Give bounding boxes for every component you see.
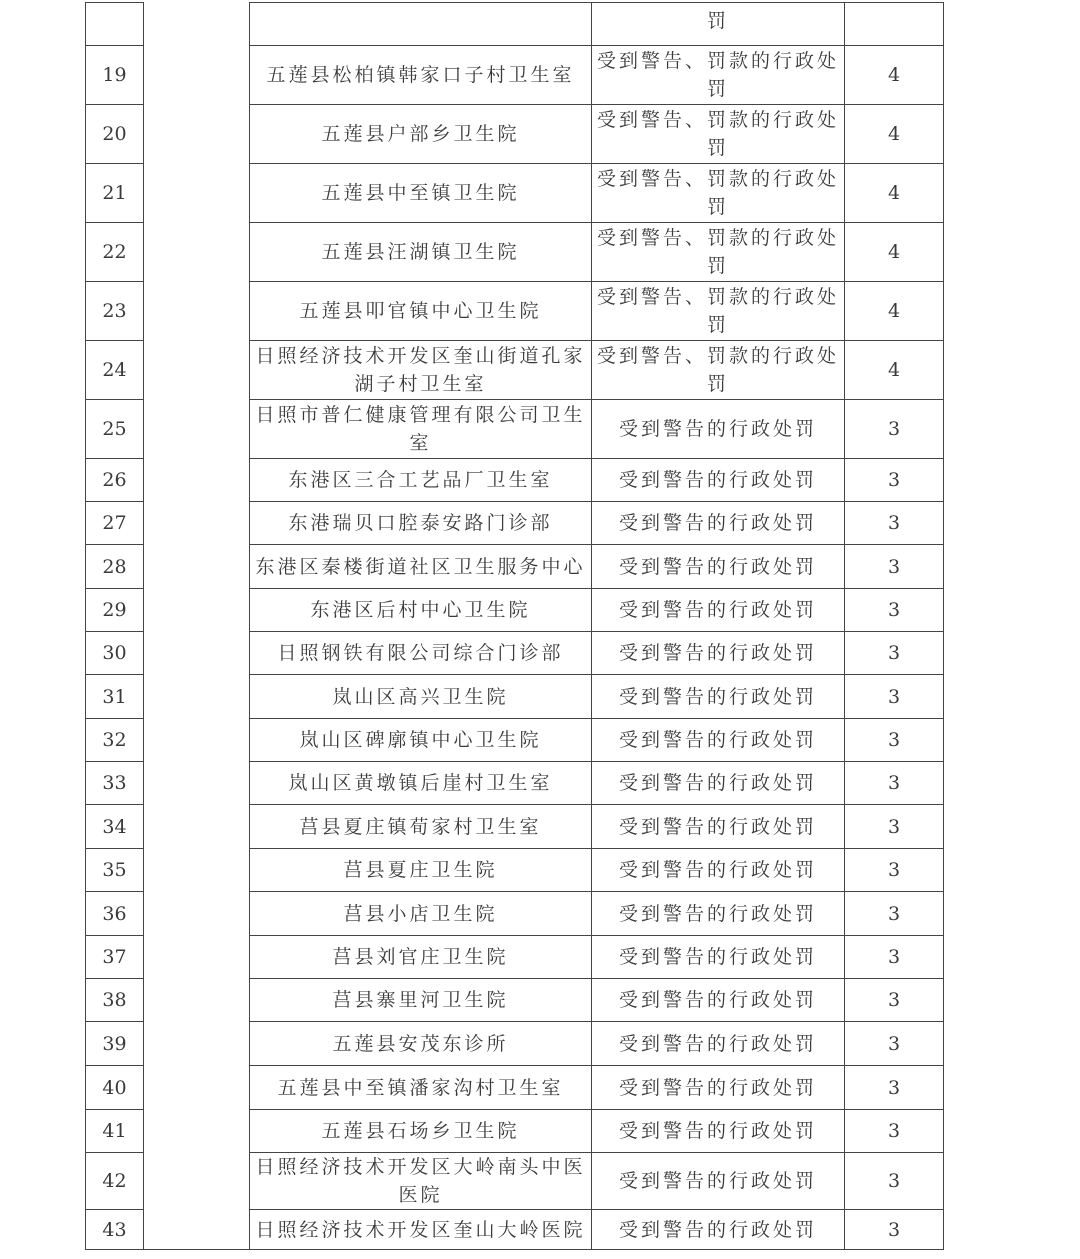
institution-name: 莒县寨里河卫生院 — [250, 979, 592, 1022]
deduction-score — [845, 3, 944, 46]
penalty-text: 受到警告、罚款的行政处罚 — [592, 223, 845, 282]
row-index: 41 — [86, 1110, 144, 1153]
deduction-score: 3 — [845, 1066, 944, 1110]
penalty-text: 受到警告、罚款的行政处罚 — [592, 105, 845, 164]
institution-name: 日照经济技术开发区大岭南头中医医院 — [250, 1153, 592, 1210]
row-index: 19 — [86, 46, 144, 105]
deduction-score: 4 — [845, 46, 944, 105]
deduction-score: 3 — [845, 1153, 944, 1210]
institution-name: 岚山区碑廓镇中心卫生院 — [250, 719, 592, 762]
deduction-score: 4 — [845, 341, 944, 400]
institution-name: 东港瑞贝口腔泰安路门诊部 — [250, 502, 592, 545]
deduction-score: 3 — [845, 502, 944, 545]
institution-name: 五莲县户部乡卫生院 — [250, 105, 592, 164]
penalty-text: 受到警告的行政处罚 — [592, 589, 845, 632]
institution-name: 莒县夏庄卫生院 — [250, 849, 592, 892]
deduction-score: 4 — [845, 105, 944, 164]
institution-name: 日照经济技术开发区奎山大岭医院 — [250, 1210, 592, 1250]
institution-name: 莒县小店卫生院 — [250, 892, 592, 936]
penalty-text: 受到警告的行政处罚 — [592, 762, 845, 805]
deduction-score: 3 — [845, 892, 944, 936]
penalty-text: 受到警告的行政处罚 — [592, 892, 845, 936]
penalty-text: 罚 — [592, 3, 845, 46]
row-index: 29 — [86, 589, 144, 632]
institution-name: 日照钢铁有限公司综合门诊部 — [250, 632, 592, 675]
deduction-score: 3 — [845, 545, 944, 589]
penalty-text: 受到警告的行政处罚 — [592, 545, 845, 589]
row-index: 43 — [86, 1210, 144, 1250]
row-index: 26 — [86, 459, 144, 502]
row-index: 38 — [86, 979, 144, 1022]
deduction-score: 3 — [845, 979, 944, 1022]
deduction-score: 4 — [845, 223, 944, 282]
row-index: 34 — [86, 805, 144, 849]
row-index: 39 — [86, 1022, 144, 1066]
row-index: 20 — [86, 105, 144, 164]
institution-name — [250, 3, 592, 46]
institution-name: 莒县夏庄镇荀家村卫生室 — [250, 805, 592, 849]
institution-name: 莒县刘官庄卫生院 — [250, 936, 592, 979]
row-index: 30 — [86, 632, 144, 675]
penalty-text: 受到警告的行政处罚 — [592, 849, 845, 892]
row-index — [86, 3, 144, 46]
deduction-score: 3 — [845, 400, 944, 459]
institution-name: 日照经济技术开发区奎山街道孔家湖子村卫生室 — [250, 341, 592, 400]
penalty-text: 受到警告、罚款的行政处罚 — [592, 164, 845, 223]
deduction-score: 3 — [845, 1022, 944, 1066]
penalty-text: 受到警告的行政处罚 — [592, 1210, 845, 1250]
row-index: 24 — [86, 341, 144, 400]
penalty-text: 受到警告、罚款的行政处罚 — [592, 341, 845, 400]
penalty-text: 受到警告的行政处罚 — [592, 979, 845, 1022]
deduction-score: 3 — [845, 459, 944, 502]
institution-name: 五莲县汪湖镇卫生院 — [250, 223, 592, 282]
table-row-continuation — [86, 3, 944, 46]
institution-name: 五莲县安茂东诊所 — [250, 1022, 592, 1066]
institution-name: 五莲县中至镇潘家沟村卫生室 — [250, 1066, 592, 1110]
institution-name: 日照市普仁健康管理有限公司卫生室 — [250, 400, 592, 459]
deduction-score: 3 — [845, 805, 944, 849]
institution-name: 五莲县石场乡卫生院 — [250, 1110, 592, 1153]
row-index: 32 — [86, 719, 144, 762]
penalty-text: 受到警告的行政处罚 — [592, 1153, 845, 1210]
penalty-text: 受到警告的行政处罚 — [592, 805, 845, 849]
penalty-text: 受到警告、罚款的行政处罚 — [592, 46, 845, 105]
row-index: 27 — [86, 502, 144, 545]
penalty-text: 受到警告的行政处罚 — [592, 1022, 845, 1066]
penalty-text: 受到警告的行政处罚 — [592, 502, 845, 545]
institution-name: 东港区秦楼街道社区卫生服务中心 — [250, 545, 592, 589]
deduction-score: 3 — [845, 632, 944, 675]
deduction-score: 3 — [845, 1210, 944, 1250]
row-index: 36 — [86, 892, 144, 936]
row-index: 33 — [86, 762, 144, 805]
penalty-text: 受到警告的行政处罚 — [592, 675, 845, 719]
deduction-score: 3 — [845, 675, 944, 719]
penalty-text: 受到警告的行政处罚 — [592, 632, 845, 675]
institution-name: 五莲县叩官镇中心卫生院 — [250, 282, 592, 341]
deduction-score: 3 — [845, 849, 944, 892]
institution-name: 东港区三合工艺品厂卫生室 — [250, 459, 592, 502]
row-index: 25 — [86, 400, 144, 459]
deduction-score: 3 — [845, 936, 944, 979]
deduction-score: 4 — [845, 282, 944, 341]
row-index: 21 — [86, 164, 144, 223]
deduction-score: 3 — [845, 719, 944, 762]
row-index: 31 — [86, 675, 144, 719]
deduction-score: 3 — [845, 762, 944, 805]
penalty-text: 受到警告的行政处罚 — [592, 719, 845, 762]
deduction-score: 4 — [845, 164, 944, 223]
row-index: 23 — [86, 282, 144, 341]
category-cell-merged — [144, 3, 250, 1250]
institution-name: 五莲县松柏镇韩家口子村卫生室 — [250, 46, 592, 105]
row-index: 22 — [86, 223, 144, 282]
penalty-text: 受到警告的行政处罚 — [592, 936, 845, 979]
penalty-text: 受到警告、罚款的行政处罚 — [592, 282, 845, 341]
institution-name: 岚山区高兴卫生院 — [250, 675, 592, 719]
row-index: 42 — [86, 1153, 144, 1210]
institution-name: 东港区后村中心卫生院 — [250, 589, 592, 632]
institution-name: 五莲县中至镇卫生院 — [250, 164, 592, 223]
row-index: 35 — [86, 849, 144, 892]
row-index: 37 — [86, 936, 144, 979]
penalty-text: 受到警告的行政处罚 — [592, 1110, 845, 1153]
row-index: 28 — [86, 545, 144, 589]
deduction-score: 3 — [845, 1110, 944, 1153]
institution-name: 岚山区黄墩镇后崖村卫生室 — [250, 762, 592, 805]
table-body — [86, 3, 944, 1250]
penalty-table — [85, 2, 944, 1250]
row-index: 40 — [86, 1066, 144, 1110]
penalty-text: 受到警告的行政处罚 — [592, 400, 845, 459]
deduction-score: 3 — [845, 589, 944, 632]
penalty-text: 受到警告的行政处罚 — [592, 1066, 845, 1110]
penalty-text: 受到警告的行政处罚 — [592, 459, 845, 502]
